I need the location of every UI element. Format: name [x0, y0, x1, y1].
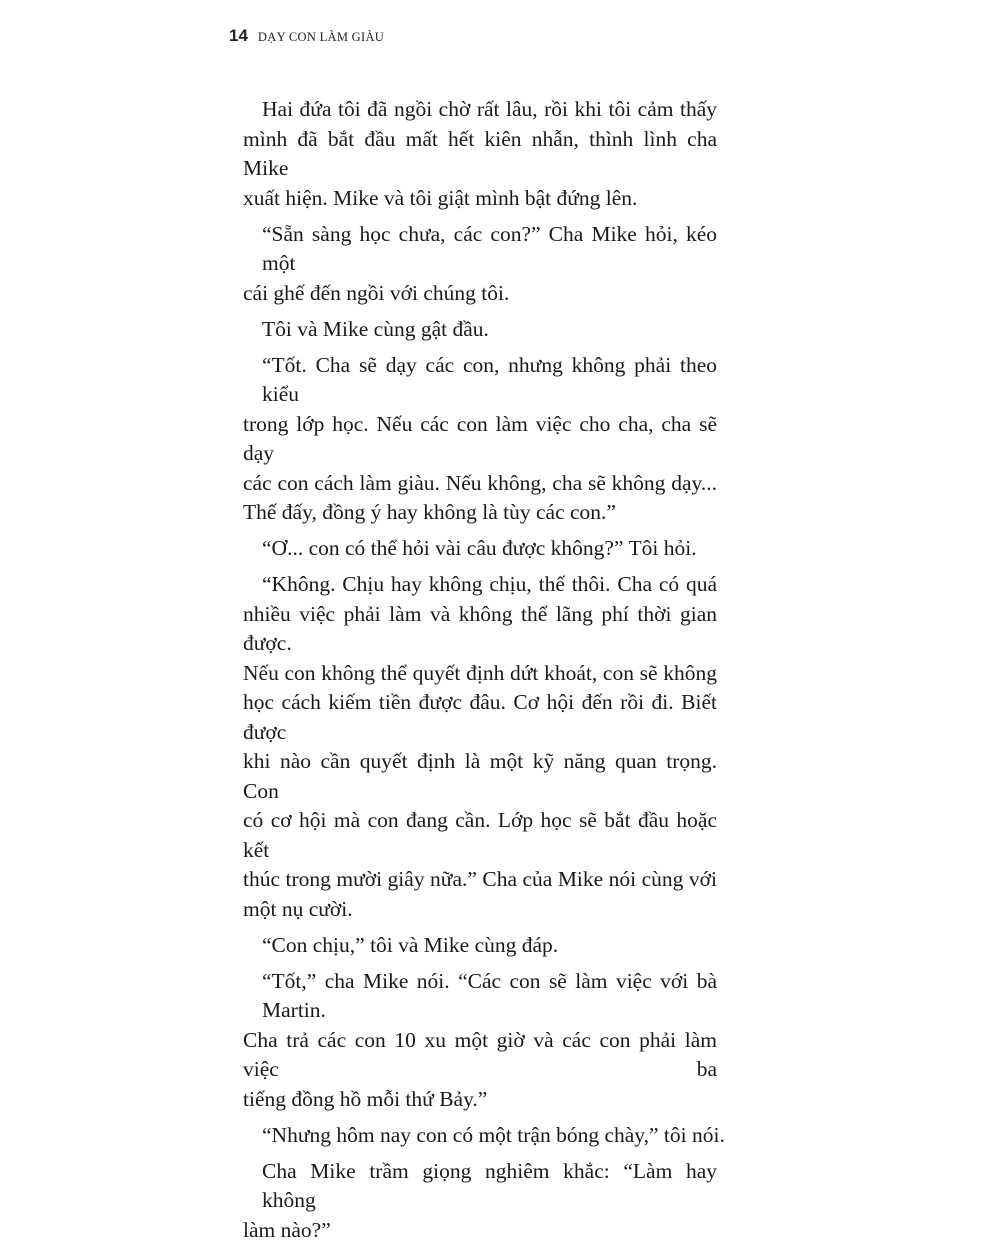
text-line: Cha Mike trầm giọng nghiêm khắc: “Làm hay không: [262, 1158, 717, 1212]
text-line: Hai đứa tôi đã ngồi chờ rất lâu, rồi khi tôi cảm thấy: [262, 97, 717, 121]
running-title: DẠY CON LÀM GIÀU: [257, 30, 385, 44]
page-body-text: [243, 95, 725, 1252]
paragraph: [243, 570, 717, 924]
paragraph: [243, 534, 717, 564]
text-line: “Tốt,” cha Mike nói. “Các con sẽ làm việc với bà Martin.: [262, 968, 717, 1022]
text-line: mình đã bắt đầu mất hết kiên nhẫn, thình lình cha Mike: [243, 126, 717, 180]
text-line: “Nhưng hôm nay con có một trận bóng chày,” tôi nói.: [262, 1122, 725, 1147]
text-line: một nụ cười.: [243, 896, 353, 921]
text-line: xuất hiện. Mike và tôi giật mình bật đứng lên.: [243, 185, 638, 210]
text-line: thúc trong mười giây nữa.” Cha của Mike nói cùng với: [243, 867, 717, 891]
text-line: Cha trả các con 10 xu một giờ và các con phải làm việc ba: [243, 1027, 717, 1081]
text-line: tiếng đồng hồ mỗi thứ Bảy.”: [243, 1086, 488, 1111]
text-line: cái ghế đến ngồi với chúng tôi.: [243, 280, 510, 305]
running-header: [229, 26, 384, 46]
text-line: “Ơ... con có thể hỏi vài câu được không?” Tôi hỏi.: [262, 536, 697, 560]
paragraph: [243, 220, 717, 309]
paragraph: [243, 1121, 725, 1151]
text-line: học cách kiếm tiền được đâu. Cơ hội đến rồi đi. Biết được: [243, 690, 717, 744]
text-line: “Không. Chịu hay không chịu, thế thôi. Cha có quá: [262, 572, 717, 596]
page-number: 14: [229, 26, 248, 45]
paragraph: [243, 95, 717, 213]
paragraph: [243, 931, 717, 961]
text-line: Tôi và Mike cùng gật đầu.: [262, 316, 489, 341]
text-line: khi nào cần quyết định là một kỹ năng quan trọng. Con: [243, 749, 717, 803]
text-line: “Tốt. Cha sẽ dạy các con, nhưng không phải theo kiểu: [262, 352, 717, 406]
text-line: Thế đấy, đồng ý hay không là tùy các con.”: [243, 500, 616, 524]
paragraph: [243, 315, 717, 345]
text-line: “Sẵn sàng học chưa, các con?” Cha Mike hỏi, kéo một: [262, 221, 717, 275]
text-line: nhiều việc phải làm và không thể lãng phí thời gian được.: [243, 601, 717, 655]
paragraph: [243, 1157, 717, 1246]
paragraph: [243, 967, 717, 1115]
text-line: làm nào?”: [243, 1217, 331, 1242]
text-line: có cơ hội mà con đang cần. Lớp học sẽ bắt đầu hoặc kết: [243, 808, 717, 862]
text-line: trong lớp học. Nếu các con làm việc cho cha, cha sẽ dạy: [243, 411, 717, 465]
text-line: Nếu con không thể quyết định dứt khoát, con sẽ không: [243, 660, 717, 685]
text-line: “Con chịu,” tôi và Mike cùng đáp.: [262, 932, 559, 957]
text-line: các con cách làm giàu. Nếu không, cha sẽ không dạy...: [243, 470, 717, 495]
paragraph: [243, 351, 717, 528]
